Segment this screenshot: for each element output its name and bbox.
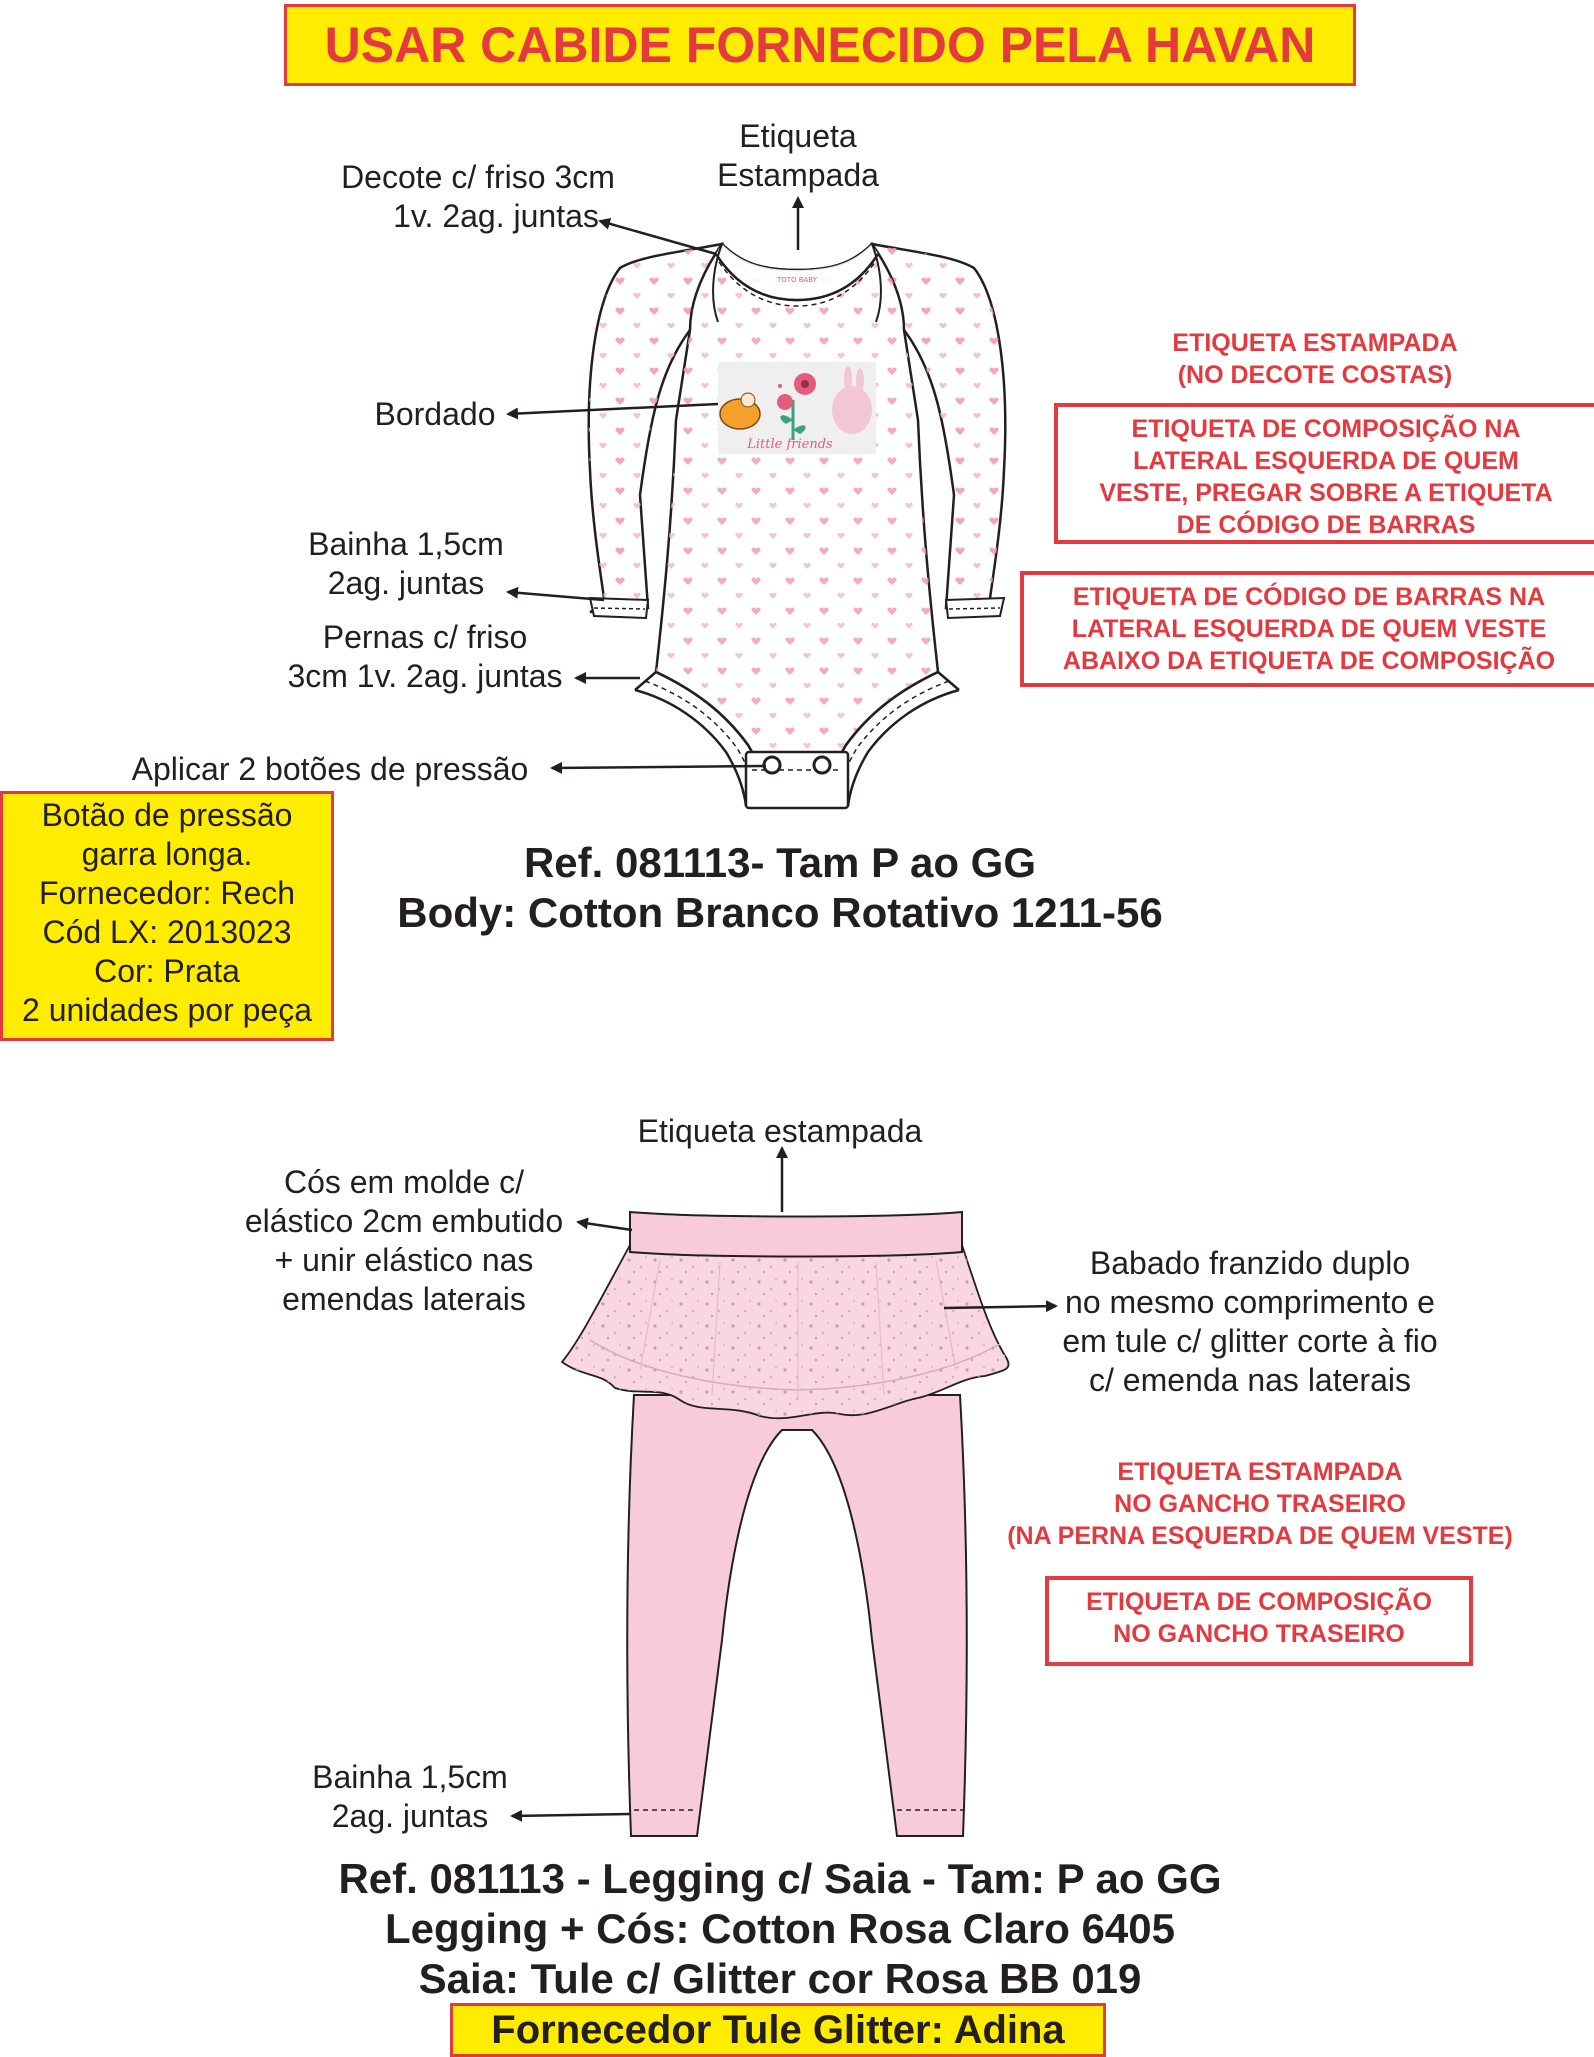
label-bordado: Bordado <box>374 396 496 432</box>
label-bainha-body: Bainha 1,5cm 2ag. juntas <box>308 526 504 601</box>
supplier-banner <box>450 2003 1106 2057</box>
legging-drawing <box>562 1212 1009 1836</box>
note-composicao-gancho-box: ETIQUETA DE COMPOSIÇÃO NO GANCHO TRASEIRO <box>1045 1576 1473 1666</box>
print-label-text: TOTO BABY <box>776 276 818 284</box>
snap-button-right <box>814 757 830 773</box>
label-bainha-legging: Bainha 1,5cm 2ag. juntas <box>312 1759 508 1834</box>
body-reference: Ref. 081113- Tam P ao GG Body: Cotton Branco Rotativo 1211-56 <box>397 839 1163 936</box>
header-title: USAR CABIDE FORNECIDO PELA HAVAN <box>324 17 1316 73</box>
legging-legs <box>627 1395 966 1836</box>
note-etiqueta-gancho: ETIQUETA ESTAMPADA NO GANCHO TRASEIRO (NA PERNA ESQUERDA DE QUEM VESTE) <box>1007 1458 1513 1550</box>
embroidery-text: Little friends <box>747 437 833 452</box>
label-etiqueta-estampada: Etiqueta Estampada <box>717 118 879 193</box>
label-botoes: Aplicar 2 botões de pressão <box>131 751 529 787</box>
label-decote: Decote c/ friso 3cm 1v. 2ag. juntas <box>341 159 615 234</box>
note-etiqueta-decote: ETIQUETA ESTAMPADA (NO DECOTE COSTAS) <box>1172 329 1458 389</box>
note-composicao-box: ETIQUETA DE COMPOSIÇÃO NA LATERAL ESQUERDA DE QUEM VESTE, PREGAR SOBRE A ETIQUETA DE CÓDIGO DE BARRAS <box>1054 403 1594 544</box>
embroidery-patch <box>718 362 876 454</box>
supplier-text: Fornecedor Tule Glitter: Adina <box>491 2008 1065 2052</box>
label-etiqueta-legging: Etiqueta estampada <box>637 1113 923 1149</box>
bodysuit-drawing <box>589 244 1006 808</box>
legging-reference: Ref. 081113 - Legging c/ Saia - Tam: P ao GG Legging + Cós: Cotton Rosa Claro 6405 Saia: Tule c/ Glitter cor Rosa BB 019 <box>338 1855 1222 2002</box>
snap-button-left <box>764 757 780 773</box>
label-cos: Cós em molde c/ elástico 2cm embutido + unir elástico nas emendas laterais <box>244 1164 564 1317</box>
note-codigo-barras-box: ETIQUETA DE CÓDIGO DE BARRAS NA LATERAL ESQUERDA DE QUEM VESTE ABAIXO DA ETIQUETA DE COMPOSIÇÃO <box>1020 571 1594 687</box>
waistband <box>630 1212 962 1257</box>
label-pernas: Pernas c/ friso 3cm 1v. 2ag. juntas <box>287 619 563 694</box>
snap-info-box: Botão de pressão garra longa. Fornecedor: Rech Cód LX: 2013023 Cor: Prata 2 unidades por peça <box>0 791 334 1041</box>
label-babado: Babado franzido duplo no mesmo comprimento e em tule c/ glitter corte à fio c/ emenda nas laterais <box>1062 1245 1438 1398</box>
